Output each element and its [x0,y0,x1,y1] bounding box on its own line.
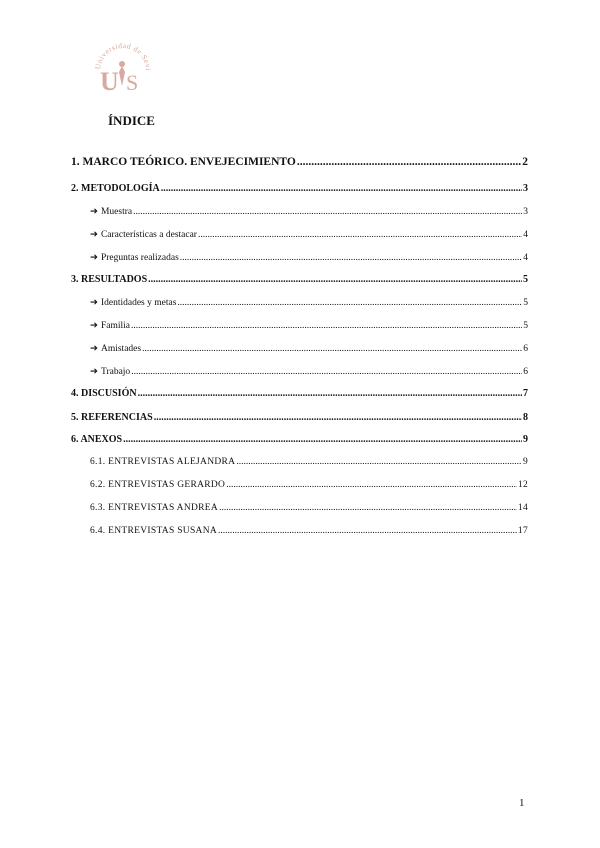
toc-entry-page: 9 [523,434,528,445]
toc-entry[interactable] [71,434,528,445]
toc-entry-label [90,457,235,467]
toc-entry-text: Muestra [100,207,133,217]
toc-entry-page: 17 [517,526,528,536]
index-title: ÍNDICE [108,113,155,128]
toc-entry[interactable] [71,480,528,490]
toc-entry-label [90,252,179,263]
toc-entry[interactable] [71,412,528,423]
toc-entry-page: 5 [523,274,528,285]
toc-entry-page: 3 [523,207,528,217]
arrow-icon: ➔ [90,298,98,308]
toc-entry-text: 4. DISCUSIÓN [71,388,137,399]
toc-entry[interactable] [71,156,528,168]
toc-entry[interactable] [71,366,528,377]
toc-entry-page: 5 [523,298,528,308]
toc-entry-page: 7 [523,388,528,399]
toc-entry[interactable] [71,252,528,263]
toc-leader-dots [177,298,522,308]
toc-entry-text: Características a destacar [100,230,197,240]
toc-entry[interactable] [71,526,528,536]
toc-entry[interactable] [71,183,528,194]
toc-leader-dots [131,367,522,377]
toc-entry-label [90,206,132,217]
toc-entry[interactable] [71,457,528,467]
toc-entry-text: Preguntas realizadas [100,253,179,263]
toc-entry-page: 4 [523,230,528,240]
toc-entry[interactable] [71,503,528,513]
toc-entry-label [90,526,217,536]
toc-entry-page: 5 [523,321,528,331]
toc-entry-text: 6.4. ENTREVISTAS SUSANA [90,526,218,536]
toc-leader-dots [198,230,522,240]
logo-arc-text: Universidad de Sevi [92,40,154,72]
toc-entry[interactable] [71,320,528,331]
toc-entry-label [71,156,296,168]
toc-entry-page: 2 [522,156,528,168]
toc-entry-text: 6. ANEXOS [71,434,123,445]
toc-entry[interactable] [71,229,528,240]
arrow-icon: ➔ [90,230,98,240]
toc-entry-page: 3 [523,183,528,194]
toc-entry[interactable] [71,343,528,354]
toc-leader-dots [297,156,521,168]
toc-entry-page: 12 [517,480,528,490]
toc-leader-dots [226,480,517,490]
toc-entry[interactable] [71,388,528,399]
toc-leader-dots [133,207,522,217]
arrow-icon: ➔ [90,344,98,354]
toc-leader-dots [180,253,522,263]
toc-entry-text: Trabajo [100,367,131,377]
university-logo [92,40,154,102]
toc-entry-label [71,434,122,445]
toc-entry-label [90,229,197,240]
arrow-icon: ➔ [90,253,98,263]
toc-entry-text: 6.3. ENTREVISTAS ANDREA [90,503,219,513]
arrow-icon: ➔ [90,367,98,377]
toc-entry[interactable] [71,297,528,308]
arrow-icon: ➔ [90,321,98,331]
toc-entry-text: 2. METODOLOGÍA [71,183,160,194]
toc-entry-page: 6 [523,367,528,377]
toc-entry-text: Amistades [100,344,142,354]
toc-entry-page: 6 [523,344,528,354]
toc-leader-dots [154,412,522,423]
university-seal-icon [92,40,154,102]
toc-leader-dots [142,344,522,354]
toc-entry-page: 9 [522,457,528,467]
toc-leader-dots [219,503,517,513]
toc-leader-dots [148,274,522,285]
toc-entry-label [90,503,218,513]
toc-entry-label [71,183,160,194]
toc-leader-dots [131,321,522,331]
toc-entry-label [71,412,153,423]
toc-entry-label [90,366,130,377]
toc-entry-text: Identidades y metas [100,298,177,308]
toc-entry-text: 1. MARCO TEÓRICO. ENVEJECIMIENTO [71,156,296,168]
toc-leader-dots [138,388,522,399]
toc-entry[interactable] [71,274,528,285]
arrow-icon: ➔ [90,207,98,217]
toc-entry-label [90,297,176,308]
toc-entry-label [90,480,225,490]
toc-entry-label [90,343,141,354]
toc-entry-text: 6.1. ENTREVISTAS ALEJANDRA [90,457,236,467]
toc-leader-dots [218,526,517,536]
toc-entry-label [71,388,137,399]
toc-entry[interactable] [71,206,528,217]
svg-text:U: U [100,67,119,96]
toc-leader-dots [123,434,522,445]
toc-entry-label [71,274,147,285]
toc-entry-text: 5. REFERENCIAS [71,412,153,423]
toc-entry-text: Familia [100,321,130,331]
toc-leader-dots [161,183,522,194]
toc-entry-page: 4 [523,253,528,263]
page-number: 1 [519,797,525,809]
toc-leader-dots [236,457,522,467]
toc-entry-label [90,320,130,331]
toc-entry-page: 14 [517,503,528,513]
toc-entry-page: 8 [523,412,528,423]
svg-text:S: S [126,70,139,95]
toc-entry-text: 6.2. ENTREVISTAS GERARDO [90,480,226,490]
toc-entry-text: 3. RESULTADOS [71,274,148,285]
